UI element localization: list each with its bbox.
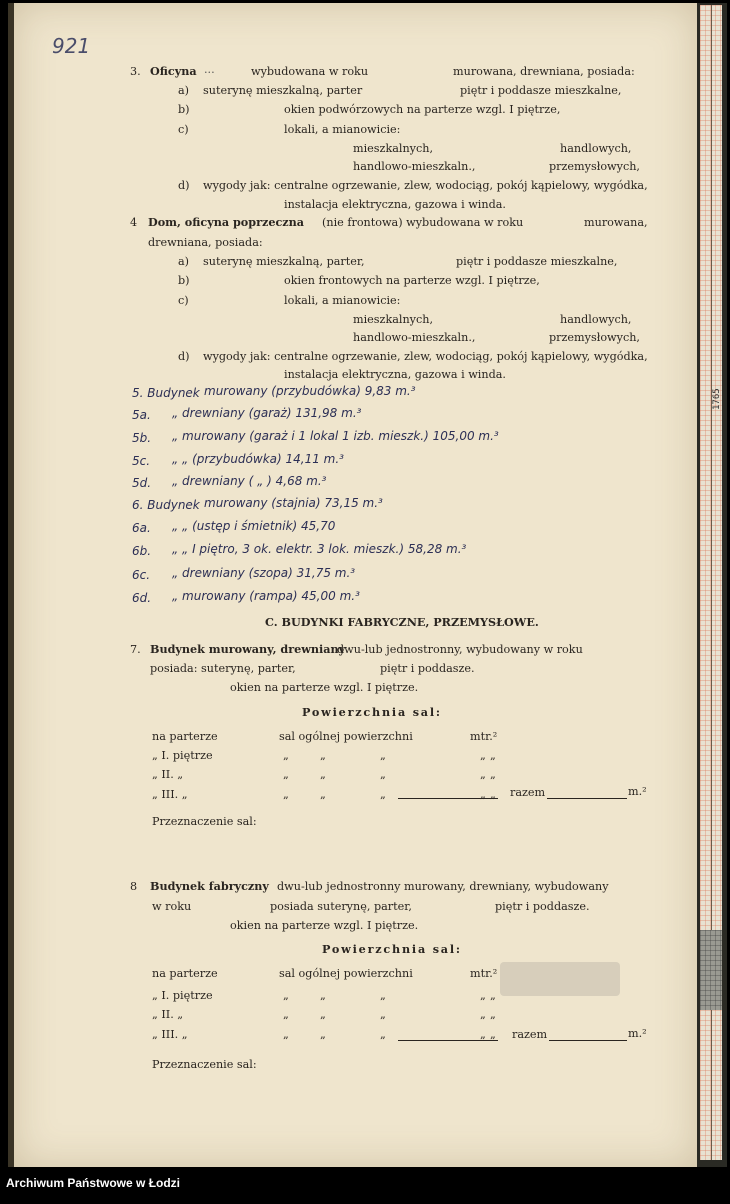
- ditto-mark: „: [320, 1028, 326, 1041]
- s4-przemyslowych: przemysłowych,: [549, 331, 640, 344]
- s8-powierzchnia: Powierzchnia sal:: [322, 942, 462, 956]
- s4-a-text: suterynę mieszkalną, parter,: [203, 255, 365, 268]
- s8-przeznaczenie: Przeznaczenie sal:: [152, 1058, 257, 1071]
- ditto-mark: „: [283, 989, 289, 1002]
- s4-d-label: d): [178, 350, 190, 363]
- s7-sum-underline: [398, 798, 498, 799]
- s3-mieszkalnych: mieszkalnych,: [353, 142, 434, 155]
- hw-row-text: „ „ (ustęp i śmietnik) 45,70: [172, 519, 336, 533]
- s3-number: 3.: [130, 65, 141, 78]
- hw-row-prefix: 5. Budynek: [132, 386, 200, 400]
- s7-line3: okien na parterze wzgl. I piętrze.: [230, 681, 419, 694]
- s4-d-text: wygody jak: centralne ogrzewanie, zlew, wodociąg, pokój kąpielowy, wygódka,: [203, 350, 648, 363]
- s4-mieszkalnych: mieszkalnych,: [353, 313, 434, 326]
- s8-line1: dwu-lub jednostronny murowany, drewniany, wybudowany: [277, 880, 609, 893]
- ditto-mark: „: [490, 1028, 496, 1041]
- s3-a-label: a): [178, 84, 190, 97]
- s3-b-text: okien podwórzowych na parterze wzgl. I piętrze,: [284, 103, 561, 116]
- ditto-mark: „: [320, 989, 326, 1002]
- ditto-mark: „: [490, 788, 496, 801]
- s7-row2-label: „ II. „: [152, 768, 184, 781]
- s7-row0-unit: mtr.²: [470, 730, 498, 743]
- s3-przemyslowych: przemysłowych,: [549, 160, 640, 173]
- s7-line2a: posiada: suterynę, parter,: [150, 662, 296, 675]
- hw-row-text: murowany (stajnia) 73,15 m.³: [204, 496, 383, 510]
- ditto-mark: „: [283, 1028, 289, 1041]
- s4-b-text: okien frontowych na parterze wzgl. I piętrze,: [284, 274, 540, 287]
- s3-a-text2: piętr i poddasze mieszkalne,: [460, 84, 622, 97]
- s3-marks: ...: [204, 63, 215, 76]
- s4-handlowych: handlowych,: [560, 313, 632, 326]
- s3-b-label: b): [178, 103, 190, 116]
- s4-d-text2: instalacja elektryczna, gazowa i winda.: [284, 368, 506, 381]
- s7-row3-label: „ III. „: [152, 788, 188, 801]
- ditto-mark: „: [480, 1008, 486, 1021]
- hw-row-prefix: 5d.: [132, 476, 152, 490]
- ditto-mark: „: [283, 788, 289, 801]
- s8-line3: okien na parterze wzgl. I piętrze.: [230, 919, 419, 932]
- s7-powierzchnia: Powierzchnia sal:: [302, 705, 442, 719]
- s7-line2b: piętr i poddasze.: [380, 662, 475, 675]
- ditto-mark: „: [480, 768, 486, 781]
- s8-razem: razem: [512, 1028, 548, 1041]
- ditto-mark: „: [320, 788, 326, 801]
- s3-line1a: wybudowana w roku: [251, 65, 369, 78]
- hw-row-text: „ murowany (rampa) 45,00 m.³: [172, 589, 360, 603]
- s3-c-text: lokali, a mianowicie:: [284, 123, 401, 136]
- faded-stamp: [500, 962, 620, 996]
- s8-line2c: piętr i poddasze.: [495, 900, 590, 913]
- ditto-mark: „: [283, 1008, 289, 1021]
- hw-row-prefix: 6. Budynek: [132, 498, 200, 512]
- s8-line2b: posiada suterynę, parter,: [270, 900, 412, 913]
- s4-a-label: a): [178, 255, 190, 268]
- s7-row0-label: na parterze: [152, 730, 218, 743]
- s8-number: 8: [130, 880, 138, 893]
- s7-razem-unit: m.²: [628, 785, 647, 798]
- s7-row1-label: „ I. piętrze: [152, 749, 213, 762]
- hw-row-text: „ murowany (garaż i 1 lokal 1 izb. mieszk.) 105,00 m.³: [172, 429, 499, 443]
- s8-row0-unit: mtr.²: [470, 967, 498, 980]
- s3-d-text: wygody jak: centralne ogrzewanie, zlew, wodociąg, pokój kąpielowy, wygódka,: [203, 179, 648, 192]
- hw-row-prefix: 6b.: [132, 544, 152, 558]
- s4-c-label: c): [178, 294, 189, 307]
- s3-a-text: suterynę mieszkalną, parter: [203, 84, 363, 97]
- s8-razem-unit: m.²: [628, 1027, 647, 1040]
- s8-razem-underline: [549, 1040, 627, 1041]
- s7-heading: Budynek murowany, drewniany: [150, 642, 346, 656]
- s8-heading: Budynek fabryczny: [150, 879, 269, 893]
- hw-row-text: murowany (przybudówka) 9,83 m.³: [204, 384, 416, 398]
- s3-heading: Oficyna: [150, 64, 197, 78]
- s3-c-label: c): [178, 123, 189, 136]
- s7-razem: razem: [510, 786, 546, 799]
- ditto-mark: „: [380, 989, 386, 1002]
- s7-number: 7.: [130, 643, 141, 656]
- hw-row-text: „ drewniany (garaż) 131,98 m.³: [172, 406, 362, 420]
- ditto-mark: „: [490, 768, 496, 781]
- hw-row-prefix: 6d.: [132, 591, 152, 605]
- archive-label: Archiwum Państwowe w Łodzi: [6, 1176, 181, 1190]
- graph-strip-number: 1765: [712, 388, 722, 410]
- s4-a-text2: piętr i poddasze mieszkalne,: [456, 255, 618, 268]
- s7-przeznaczenie: Przeznaczenie sal:: [152, 815, 257, 828]
- ditto-mark: „: [320, 749, 326, 762]
- s8-row0-label: na parterze: [152, 967, 218, 980]
- ditto-mark: „: [380, 1008, 386, 1021]
- s7-row0-mid: sal ogólnej powierzchni: [279, 730, 413, 743]
- hw-row-prefix: 6c.: [132, 568, 151, 582]
- s8-sum-underline: [398, 1040, 498, 1041]
- hw-row-prefix: 5c.: [132, 454, 151, 468]
- s3-handlowych: handlowych,: [560, 142, 632, 155]
- s8-row0-mid: sal ogólnej powierzchni: [279, 967, 413, 980]
- ditto-mark: „: [320, 1008, 326, 1021]
- hw-row-prefix: 5a.: [132, 408, 151, 422]
- s7-razem-underline: [547, 798, 627, 799]
- s4-number: 4: [130, 216, 138, 229]
- ditto-mark: „: [490, 989, 496, 1002]
- ditto-mark: „: [380, 788, 386, 801]
- ditto-mark: „: [480, 788, 486, 801]
- s8-row1-label: „ I. piętrze: [152, 989, 213, 1002]
- graph-strip-shadow: [700, 930, 722, 1010]
- s4-heading: Dom, oficyna poprzeczna: [148, 215, 304, 229]
- ditto-mark: „: [480, 989, 486, 1002]
- hw-row-text: „ drewniany (szopa) 31,75 m.³: [172, 566, 356, 580]
- ditto-mark: „: [283, 768, 289, 781]
- hw-row-text: „ drewniany ( „ ) 4,68 m.³: [172, 474, 327, 488]
- s3-d-text2: instalacja elektryczna, gazowa i winda.: [284, 198, 506, 211]
- s4-b-label: b): [178, 274, 190, 287]
- page-mark: 921: [52, 34, 91, 58]
- s4-line1a: (nie frontowa) wybudowana w roku: [322, 216, 524, 229]
- s8-line2a: w roku: [152, 900, 192, 913]
- ditto-mark: „: [380, 749, 386, 762]
- ditto-mark: „: [380, 1028, 386, 1041]
- ditto-mark: „: [380, 768, 386, 781]
- s4-handlowo-mieszkaln: handlowo-mieszkaln.,: [353, 331, 476, 344]
- hw-row-text: „ „ (przybudówka) 14,11 m.³: [172, 452, 344, 466]
- s8-row3-label: „ III. „: [152, 1028, 188, 1041]
- section-c-title: C. BUDYNKI FABRYCZNE, PRZEMYSŁOWE.: [265, 615, 539, 629]
- s4-line2: drewniana, posiada:: [148, 236, 263, 249]
- s3-d-label: d): [178, 179, 190, 192]
- hw-row-text: „ „ I piętro, 3 ok. elektr. 3 lok. mieszk.) 58,28 m.³: [172, 542, 467, 556]
- ditto-mark: „: [320, 768, 326, 781]
- s4-c-text: lokali, a mianowicie:: [284, 294, 401, 307]
- ditto-mark: „: [283, 749, 289, 762]
- hw-row-prefix: 6a.: [132, 521, 151, 535]
- ditto-mark: „: [480, 1028, 486, 1041]
- hw-row-prefix: 5b.: [132, 431, 152, 445]
- s4-line1b: murowana,: [584, 216, 648, 229]
- s3-handlowo-mieszkaln: handlowo-mieszkaln.,: [353, 160, 476, 173]
- ditto-mark: „: [480, 749, 486, 762]
- ditto-mark: „: [490, 749, 496, 762]
- s8-row2-label: „ II. „: [152, 1008, 184, 1021]
- s3-line1b: murowana, drewniana, posiada:: [453, 65, 635, 78]
- ditto-mark: „: [490, 1008, 496, 1021]
- s7-line1: dwu-lub jednostronny, wybudowany w roku: [337, 643, 583, 656]
